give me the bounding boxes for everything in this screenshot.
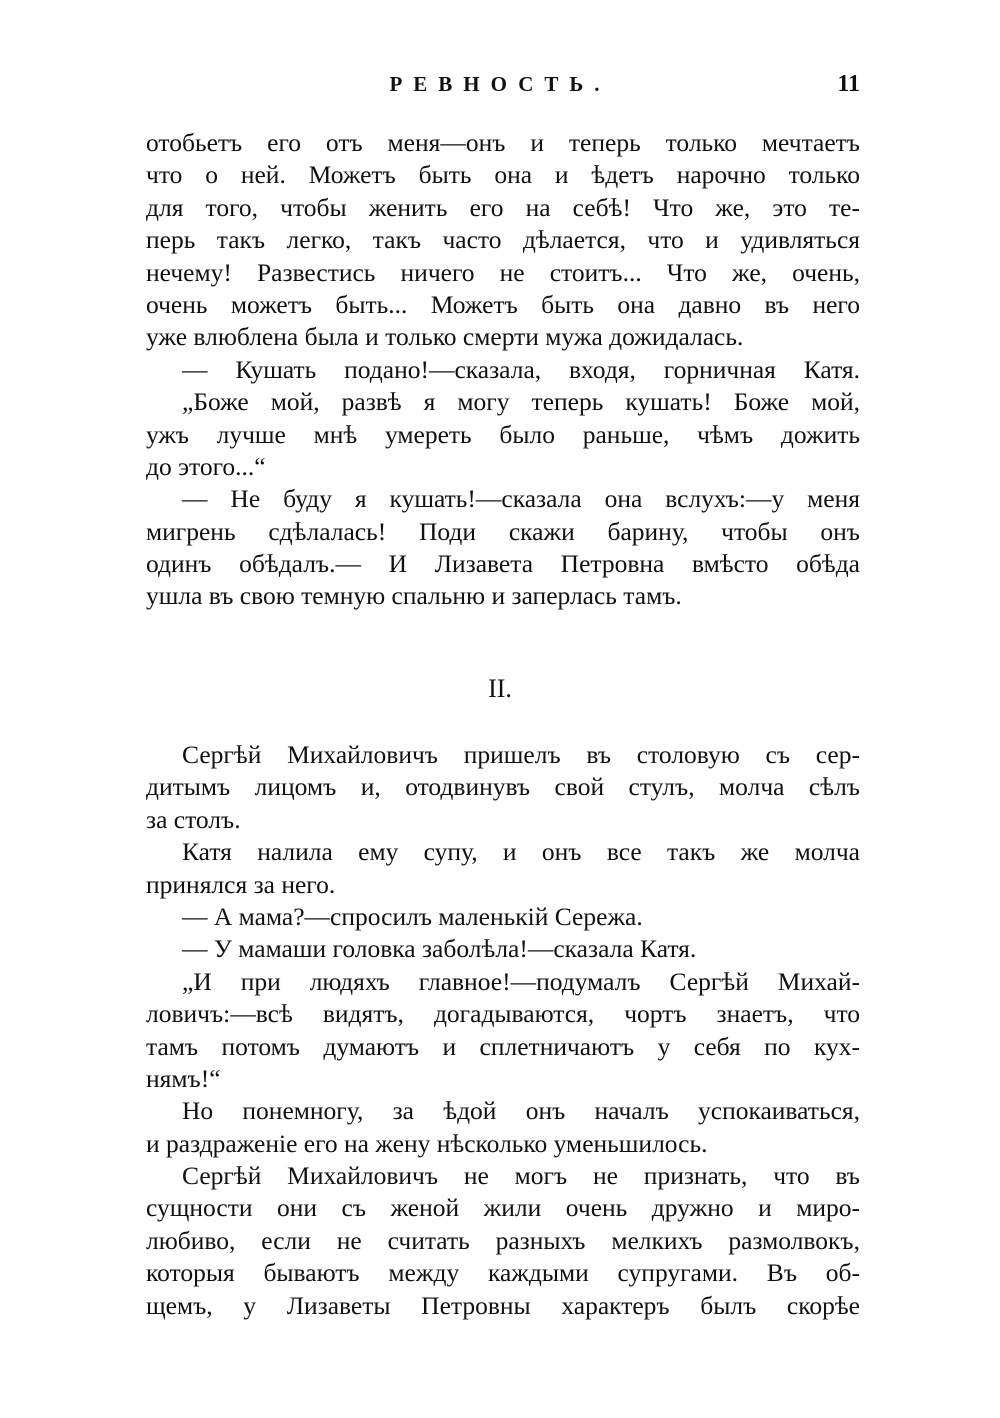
text-line: уже влюблена была и только смерти мужа дожидалась. [146,322,744,352]
text-line: щемъ, у Лизаветы Петровны характеръ былъ скорѣе [146,1290,860,1320]
text-line: принялся за него. [146,869,336,899]
text-line: Сергѣй Михайловичъ не могъ не признать, что въ [182,1161,860,1191]
text-line: которыя бываютъ между каждыми супругами. Въ об- [146,1258,860,1288]
text-line: за столъ. [146,804,241,834]
text-line: нечему! Развестись ничего не стоитъ... Что же, очень, [146,257,860,287]
text-line: Но понемногу, за ѣдой онъ началъ успокаиваться, [182,1096,860,1126]
text-line: до этого...“ [146,451,266,481]
text-line: „Боже мой, развѣ я могу теперь кушать! Боже мой, [182,387,860,417]
text-line: — У мамаши головка заболѣла!—сказала Катя. [182,934,697,964]
text-line: дитымъ лицомъ и, отодвинувъ свой стулъ, молча сѣлъ [146,772,860,802]
text-line: ловичъ:—всѣ видятъ, догадываются, чортъ знаетъ, что [146,999,860,1029]
text-line: нямъ!“ [146,1063,221,1093]
section-heading: II. [488,674,512,703]
text-line: — Не буду я кушать!—сказала она вслухъ:—у меня [182,484,860,514]
text-line: сущности они съ женой жили очень дружно и миро- [146,1193,860,1223]
text-line: отобьетъ его отъ меня—онъ и теперь только мечтаетъ [146,128,860,157]
text-line: ужъ лучше мнѣ умереть было раньше, чѣмъ дожить [146,419,860,449]
text-line: Катя налила ему супу, и онъ все такъ же молча [182,837,860,867]
text-line: для того, чтобы женить его на себѣ! Что же, это те- [146,192,860,222]
text-line: любиво, если не считать разныхъ мелкихъ размолвокъ, [146,1225,860,1255]
text-line: очень можетъ быть... Можетъ быть она давно въ него [146,289,860,319]
text-line: ушла въ свою темную спальню и заперлась тамъ. [146,581,682,611]
text-line: — Кушать подано!—сказала, входя, горничная Катя. [182,354,860,384]
text-line: одинъ обѣдалъ.— И Лизавета Петровна вмѣсто обѣда [146,549,860,579]
text-line: мигрень сдѣлалась! Поди скажи барину, чтобы онъ [146,516,860,546]
text-line: и раздраженіе его на жену нѣсколько уменьшилось. [146,1128,708,1158]
text-line: Сергѣй Михайловичъ пришелъ въ столовую съ сер- [182,740,860,769]
running-head [140,66,860,102]
text-line: „И при людяхъ главное!—подумалъ Сергѣй Михай- [182,966,860,996]
section-two-text [146,739,860,1322]
running-title: РЕВНОСТЬ. [389,72,611,96]
text-line: тамъ потомъ думаютъ и сплетничаютъ у себя по кух- [146,1031,860,1061]
text-line: что о ней. Можетъ быть она и ѣдетъ нарочно только [146,160,860,190]
page-number: 11 [837,71,860,97]
section-one-text [146,127,860,613]
text-line: — А мама?—спросилъ маленькій Сережа. [182,901,643,931]
text-line: перь такъ легко, такъ часто дѣлается, что и удивляться [146,225,860,255]
